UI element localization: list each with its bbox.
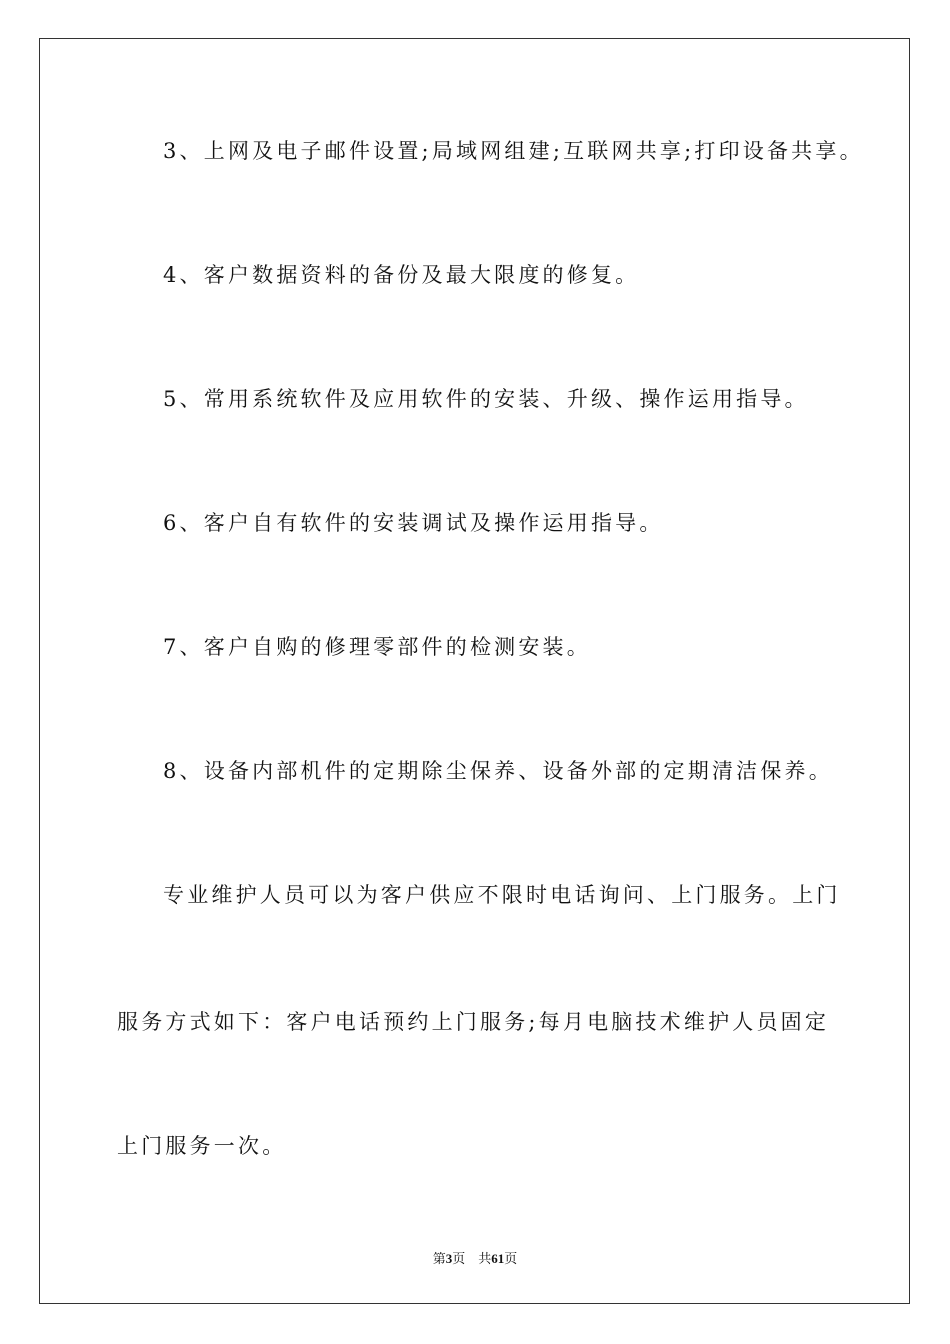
closing-paragraph-line-2: 服务方式如下：客户电话预约上门服务;每月电脑技术维护人员固定 <box>117 1010 830 1034</box>
list-item-3: 3、上网及电子邮件设置;局域网组建;互联网共享;打印设备共享。 <box>163 139 864 163</box>
page-footer <box>0 1248 950 1267</box>
page-prefix: 第 <box>432 1251 446 1266</box>
list-item-7: 7、客户自购的修理零部件的检测安装。 <box>163 635 591 659</box>
list-item-4: 4、客户数据资料的备份及最大限度的修复。 <box>163 263 640 287</box>
total-prefix: 共 <box>478 1251 492 1266</box>
closing-paragraph-line-1: 专业维护人员可以为客户供应不限时电话询问、上门服务。上门 <box>163 883 841 907</box>
list-item-8: 8、设备内部机件的定期除尘保养、设备外部的定期清洁保养。 <box>163 759 833 783</box>
page-current: 3 <box>445 1251 453 1266</box>
list-item-6: 6、客户自有软件的安装调试及操作运用指导。 <box>163 511 664 535</box>
page-total: 61 <box>491 1251 505 1266</box>
page-frame <box>39 38 910 1304</box>
list-item-5: 5、常用系统软件及应用软件的安装、升级、操作运用指导。 <box>163 387 809 411</box>
closing-paragraph-line-3: 上门服务一次。 <box>117 1134 287 1158</box>
total-suffix: 页 <box>504 1251 518 1266</box>
page-suffix: 页 <box>452 1251 466 1266</box>
